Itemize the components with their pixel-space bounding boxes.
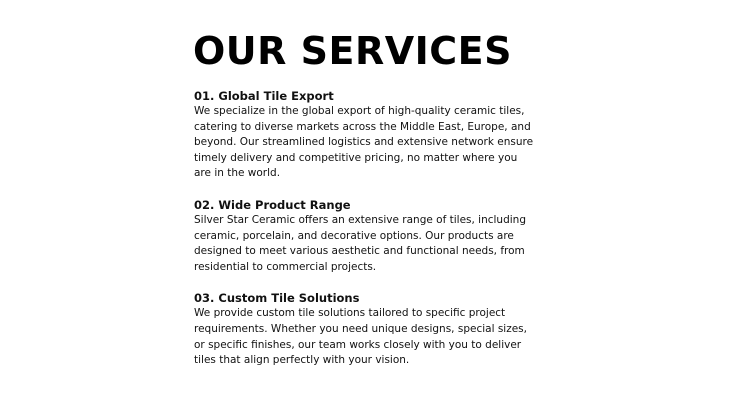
- description-line: beyond. Our streamlined logistics and extensive network ensure: [194, 136, 534, 149]
- service-description: [194, 306, 554, 368]
- description-line: We specialize in the global export of high-quality ceramic tiles,: [194, 105, 525, 117]
- description-line: or specific finishes, our team works closely with you to deliver: [194, 338, 522, 351]
- service-custom-tile-solutions: [194, 290, 554, 368]
- description-line: residential to commercial projects.: [194, 260, 377, 273]
- service-description: [194, 104, 554, 182]
- service-wide-product-range: [194, 197, 554, 275]
- description-line: We provide custom tile solutions tailored to specific project: [194, 307, 506, 320]
- description-line: timely delivery and competitive pricing, no matter where you: [194, 151, 518, 164]
- services-list: [194, 88, 554, 369]
- description-line: requirements. Whether you need unique designs, special sizes,: [194, 322, 527, 335]
- service-heading: 03. Custom Tile Solutions: [194, 291, 360, 306]
- page-title: OUR SERVICES: [193, 29, 512, 73]
- description-line: are in the world.: [194, 167, 281, 180]
- service-heading: 02. Wide Product Range: [194, 197, 351, 212]
- description-line: tiles that align perfectly with your vision.: [194, 354, 410, 367]
- description-line: catering to diverse markets across the Middle East, Europe, and: [194, 120, 531, 133]
- description-line: ceramic, porcelain, and decorative options. Our products are: [194, 229, 514, 242]
- description-line: Silver Star Ceramic offers an extensive range of tiles, including: [194, 213, 526, 226]
- description-line: designed to meet various aesthetic and functional needs, from: [194, 245, 525, 258]
- service-description: [194, 213, 554, 275]
- service-global-tile-export: [194, 88, 554, 182]
- service-heading: 01. Global Tile Export: [194, 89, 334, 103]
